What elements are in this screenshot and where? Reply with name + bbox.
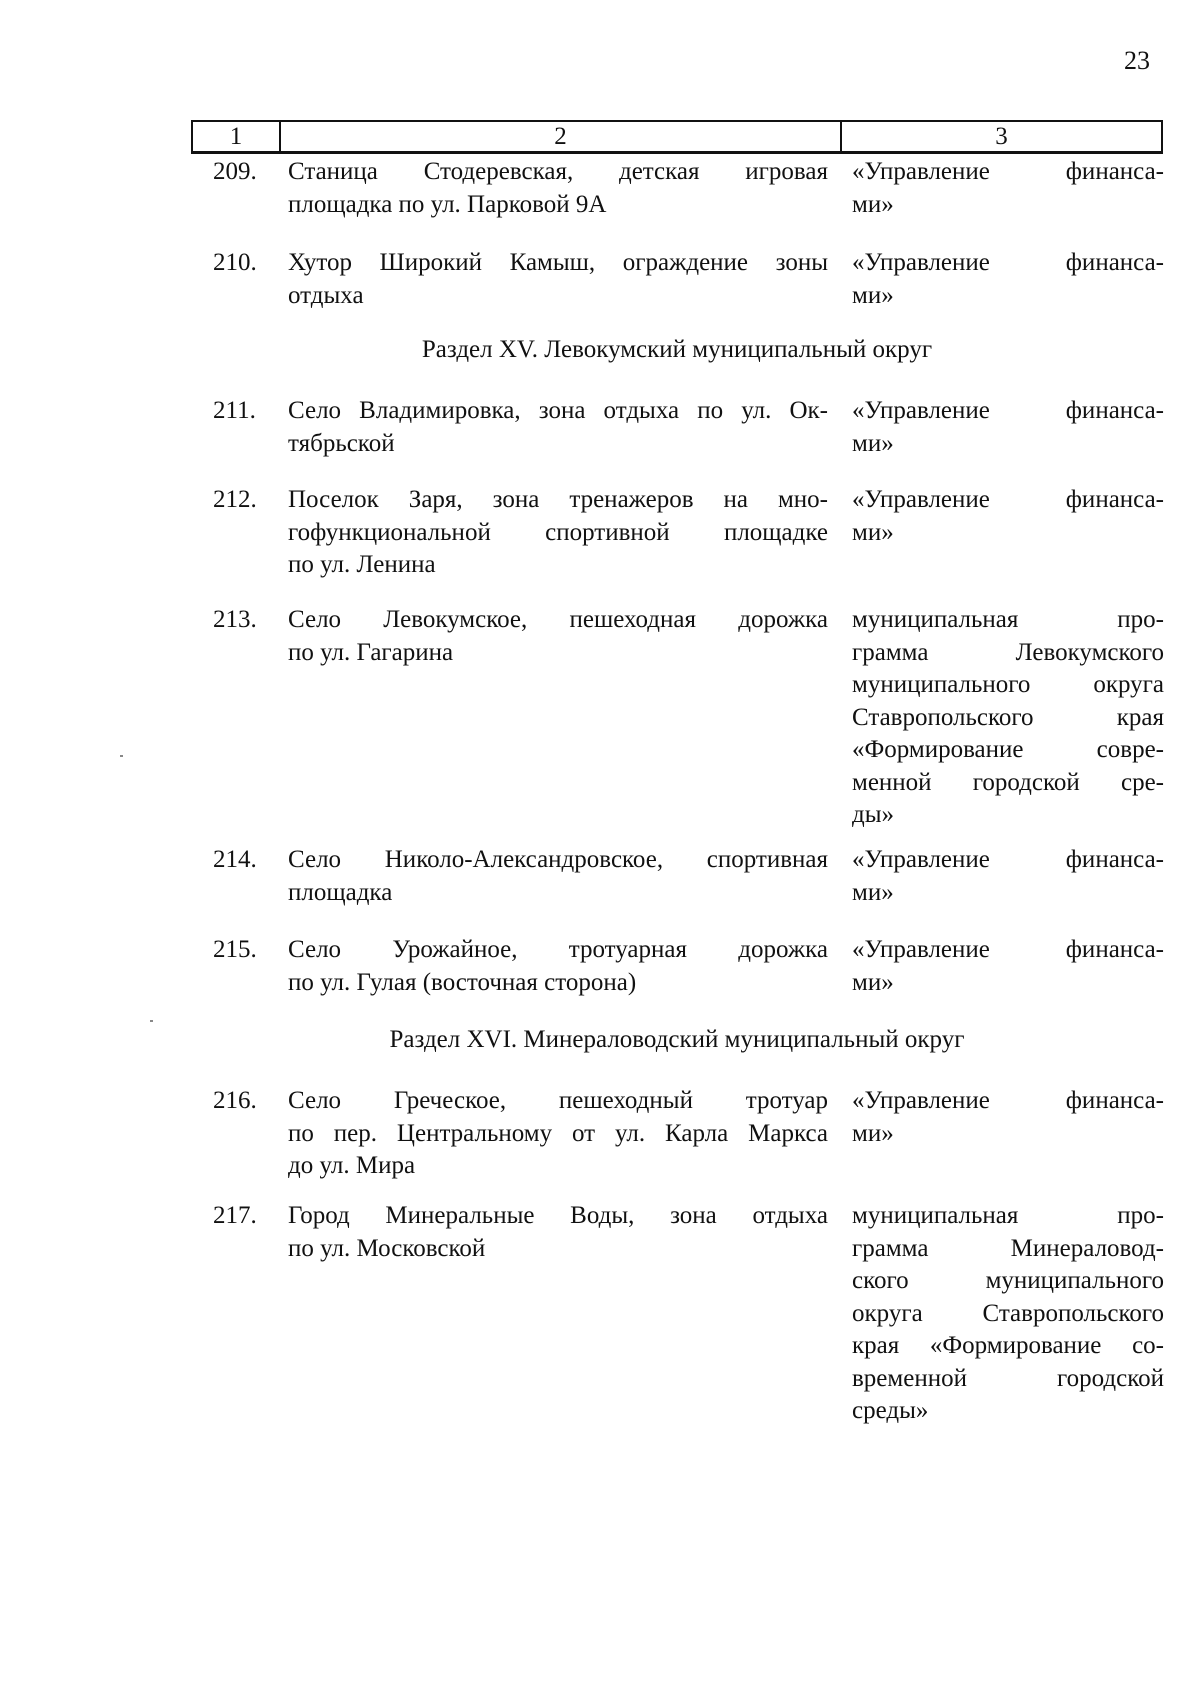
funding-source-line: ми»: [852, 518, 894, 546]
description-line: Село Николо-Александровское, спортивная: [288, 846, 828, 873]
row-number: 213.: [213, 606, 257, 633]
description-line: по ул. Московской: [288, 1234, 486, 1262]
row-funding-source: [852, 934, 1164, 999]
row-funding-source: [852, 604, 1164, 832]
funding-source-line: грамма Минераловод-: [852, 1234, 1164, 1262]
scan-speck: [120, 755, 123, 757]
funding-source-line: грамма Левокумского: [852, 638, 1164, 666]
description-line: отдыха: [288, 281, 364, 309]
row-description: [288, 604, 828, 669]
row-description: [288, 1200, 828, 1265]
description-line: Село Урожайное, тротуарная дорожка: [288, 936, 828, 963]
row-description: [288, 484, 828, 582]
funding-source-line: края «Формирование со-: [852, 1332, 1164, 1359]
description-line: Город Минеральные Воды, зона отдыха: [288, 1202, 828, 1229]
funding-source-line: «Управление финанса-: [852, 936, 1164, 963]
funding-source-line: ми»: [852, 281, 894, 309]
row-number: 211.: [213, 397, 256, 424]
funding-source-line: среды»: [852, 1397, 929, 1424]
funding-source-line: Ставропольского края: [852, 703, 1164, 731]
funding-source-line: «Управление финанса-: [852, 158, 1164, 185]
scan-speck: [150, 1020, 153, 1022]
description-line: Село Левокумское, пешеходная дорожка: [288, 606, 828, 633]
row-description: [288, 844, 828, 909]
funding-source-line: ды»: [852, 801, 895, 828]
funding-source-line: «Управление финанса-: [852, 486, 1164, 513]
description-line: площадка по ул. Парковой 9А: [288, 190, 607, 218]
row-funding-source: [852, 247, 1164, 312]
funding-source-line: ми»: [852, 429, 894, 457]
row-number: 214.: [213, 846, 257, 873]
description-line: площадка: [288, 878, 393, 906]
description-line: по ул. Гагарина: [288, 638, 454, 666]
row-funding-source: [852, 484, 1164, 549]
row-number: 217.: [213, 1202, 257, 1229]
row-number: 215.: [213, 936, 257, 963]
funding-source-line: округа Ставропольского: [852, 1299, 1164, 1327]
row-description: [288, 247, 828, 312]
row-number: 216.: [213, 1087, 257, 1114]
description-line: по ул. Гулая (восточная сторона): [288, 968, 637, 996]
section-title: Раздел XVI. Минераловодский муниципальный округ: [389, 1026, 965, 1053]
description-line: до ул. Мира: [288, 1152, 416, 1179]
row-description: [288, 395, 828, 460]
description-line: Хутор Широкий Камыш, ограждение зоны: [288, 249, 828, 276]
row-number: 210.: [213, 249, 257, 276]
funding-source-line: «Управление финанса-: [852, 1087, 1164, 1114]
row-number: 212.: [213, 486, 257, 513]
row-description: [288, 934, 828, 999]
funding-source-line: муниципальная про-: [852, 1202, 1164, 1229]
row-description: [288, 156, 828, 221]
description-line: по пер. Центральному от ул. Карла Маркса: [288, 1119, 828, 1147]
description-line: Село Греческое, пешеходный тротуар: [288, 1087, 828, 1114]
description-line: тябрьской: [288, 429, 395, 457]
funding-source-line: муниципальная про-: [852, 606, 1164, 633]
description-line: Поселок Заря, зона тренажеров на мно-: [288, 486, 828, 513]
column-header-2: 2: [281, 122, 842, 151]
funding-source-line: «Формирование совре-: [852, 736, 1164, 763]
funding-source-line: менной городской сре-: [852, 768, 1164, 796]
row-funding-source: [852, 395, 1164, 460]
page-number: 23: [1124, 46, 1150, 75]
description-line: по ул. Ленина: [288, 551, 436, 578]
row-description: [288, 1085, 828, 1183]
funding-source-line: «Управление финанса-: [852, 397, 1164, 424]
column-header-3: 3: [995, 123, 1008, 150]
section-title: Раздел XV. Левокумский муниципальный округ: [421, 336, 933, 363]
row-number: 209.: [213, 158, 257, 185]
description-line: гофункциональной спортивной площадке: [288, 518, 828, 546]
funding-source-line: «Управление финанса-: [852, 249, 1164, 276]
funding-source-line: «Управление финанса-: [852, 846, 1164, 873]
funding-source-line: ми»: [852, 968, 894, 996]
row-funding-source: [852, 1200, 1164, 1428]
funding-source-line: муниципального округа: [852, 671, 1164, 698]
table-column-header: [191, 120, 1163, 154]
row-funding-source: [852, 1085, 1164, 1150]
funding-source-line: ми»: [852, 190, 894, 218]
description-line: Станица Стодеревская, детская игровая: [288, 158, 828, 185]
funding-source-line: временной городской: [852, 1364, 1164, 1392]
column-header-1: 1: [193, 122, 281, 151]
funding-source-line: ми»: [852, 878, 894, 906]
funding-source-line: ми»: [852, 1119, 894, 1147]
funding-source-line: ского муниципального: [852, 1267, 1164, 1294]
row-funding-source: [852, 156, 1164, 221]
description-line: Село Владимировка, зона отдыха по ул. Ок-: [288, 397, 828, 424]
row-funding-source: [852, 844, 1164, 909]
